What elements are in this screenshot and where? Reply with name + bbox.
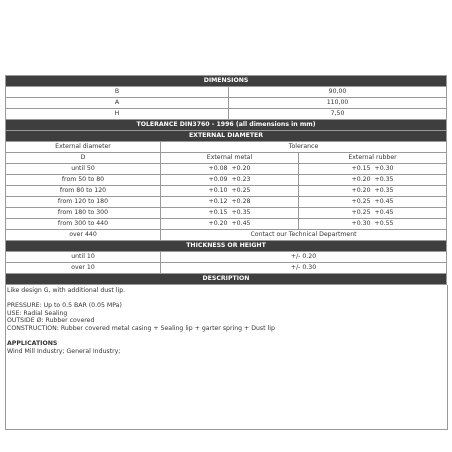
metal-min-value: +0.15 bbox=[208, 209, 228, 216]
rubber-tolerance bbox=[299, 186, 447, 197]
rubber-min-value: +0.30 bbox=[351, 220, 371, 227]
metal-max-value: +0.25 bbox=[231, 187, 251, 194]
thickness-header: THICKNESS OR HEIGHT bbox=[6, 241, 447, 252]
rubber-max-value: +0.30 bbox=[374, 165, 394, 172]
range-cell: from 50 to 80 bbox=[6, 175, 161, 186]
metal-min-value: +0.12 bbox=[208, 198, 228, 205]
tolerance-row bbox=[6, 208, 447, 219]
rubber-tolerance bbox=[299, 175, 447, 186]
rubber-tolerance bbox=[299, 197, 447, 208]
tolerance-subheaders bbox=[6, 153, 447, 164]
rubber-tolerance bbox=[299, 164, 447, 175]
col-tolerance: Tolerance bbox=[161, 142, 447, 153]
description-outside: OUTSIDE Ø: Rubber covered bbox=[7, 317, 95, 325]
description-pressure: PRESSURE: Up to 0.5 BAR (0.05 MPa) bbox=[7, 302, 122, 310]
dimension-value: 110,00 bbox=[229, 98, 447, 109]
dimension-label: B bbox=[6, 87, 229, 98]
metal-min-value: +0.09 bbox=[208, 176, 228, 183]
dimension-row-b bbox=[6, 87, 447, 98]
tolerance-column-headers bbox=[6, 142, 447, 153]
tolerance-row bbox=[6, 186, 447, 197]
tolerance-row bbox=[6, 197, 447, 208]
rubber-max-value: +0.55 bbox=[374, 220, 394, 227]
col-d: D bbox=[6, 153, 161, 164]
rubber-min-value: +0.25 bbox=[351, 209, 371, 216]
description-header: DESCRIPTION bbox=[6, 274, 447, 285]
metal-tolerance bbox=[161, 219, 299, 230]
metal-tolerance bbox=[161, 197, 299, 208]
metal-tolerance bbox=[161, 208, 299, 219]
metal-min-value: +0.08 bbox=[208, 165, 228, 172]
metal-min-value: +0.20 bbox=[208, 220, 228, 227]
rubber-min-value: +0.20 bbox=[351, 176, 371, 183]
rubber-min-value: +0.15 bbox=[351, 165, 371, 172]
metal-max-value: +0.35 bbox=[231, 209, 251, 216]
thickness-row bbox=[6, 252, 447, 263]
description-use: USE: Radial Sealing bbox=[7, 309, 68, 317]
range-cell: from 80 to 120 bbox=[6, 186, 161, 197]
dimension-value: 7,50 bbox=[229, 109, 447, 120]
range-cell: over 440 bbox=[6, 230, 161, 241]
dimension-row-a bbox=[6, 98, 447, 109]
rubber-tolerance bbox=[299, 219, 447, 230]
tolerance-header: TOLERANCE DIN3760 - 1996 (all dimensions in mm) bbox=[6, 120, 447, 131]
spec-table bbox=[5, 75, 447, 285]
tolerance-row bbox=[6, 164, 447, 175]
thickness-value: +/- 0.30 bbox=[161, 263, 447, 274]
rubber-max-value: +0.35 bbox=[374, 176, 394, 183]
applications-title: APPLICATIONS bbox=[7, 340, 58, 348]
dimension-value: 90,00 bbox=[229, 87, 447, 98]
col-external-diameter: External diameter bbox=[6, 142, 161, 153]
range-cell: from 180 to 300 bbox=[6, 208, 161, 219]
thickness-value: +/- 0.20 bbox=[161, 252, 447, 263]
rubber-tolerance bbox=[299, 208, 447, 219]
description-body bbox=[5, 285, 448, 430]
rubber-max-value: +0.45 bbox=[374, 209, 394, 216]
tolerance-row bbox=[6, 219, 447, 230]
metal-tolerance bbox=[161, 186, 299, 197]
applications-text: Wind Mill Industry; General Industry; bbox=[7, 347, 121, 355]
range-cell: until 10 bbox=[6, 252, 161, 263]
thickness-row bbox=[6, 263, 447, 274]
metal-max-value: +0.45 bbox=[231, 220, 251, 227]
range-cell: from 300 to 440 bbox=[6, 219, 161, 230]
rubber-min-value: +0.20 bbox=[351, 187, 371, 194]
dimensions-header: DIMENSIONS bbox=[6, 76, 447, 87]
metal-max-value: +0.28 bbox=[231, 198, 251, 205]
col-external-metal: External metal bbox=[161, 153, 299, 164]
spec-sheet bbox=[5, 75, 446, 430]
col-external-rubber: External rubber bbox=[299, 153, 447, 164]
metal-tolerance bbox=[161, 164, 299, 175]
range-cell: from 120 to 180 bbox=[6, 197, 161, 208]
description-construction: CONSTRUCTION: Rubber covered metal casing + Sealing lip + garter spring + Dust lip bbox=[7, 324, 275, 332]
range-cell: over 10 bbox=[6, 263, 161, 274]
metal-max-value: +0.20 bbox=[231, 165, 251, 172]
range-cell: until 50 bbox=[6, 164, 161, 175]
dimension-label: A bbox=[6, 98, 229, 109]
contact-note: Contact our Technical Department bbox=[161, 230, 447, 241]
tolerance-row-over bbox=[6, 230, 447, 241]
rubber-max-value: +0.45 bbox=[374, 198, 394, 205]
metal-tolerance bbox=[161, 175, 299, 186]
description-intro: Like design G, with additional dust lip. bbox=[7, 287, 126, 294]
rubber-max-value: +0.35 bbox=[374, 187, 394, 194]
dimension-row-h bbox=[6, 109, 447, 120]
metal-max-value: +0.23 bbox=[231, 176, 251, 183]
external-diameter-header: EXTERNAL DIAMETER bbox=[6, 131, 447, 142]
tolerance-row bbox=[6, 175, 447, 186]
metal-min-value: +0.10 bbox=[208, 187, 228, 194]
rubber-min-value: +0.25 bbox=[351, 198, 371, 205]
dimension-label: H bbox=[6, 109, 229, 120]
